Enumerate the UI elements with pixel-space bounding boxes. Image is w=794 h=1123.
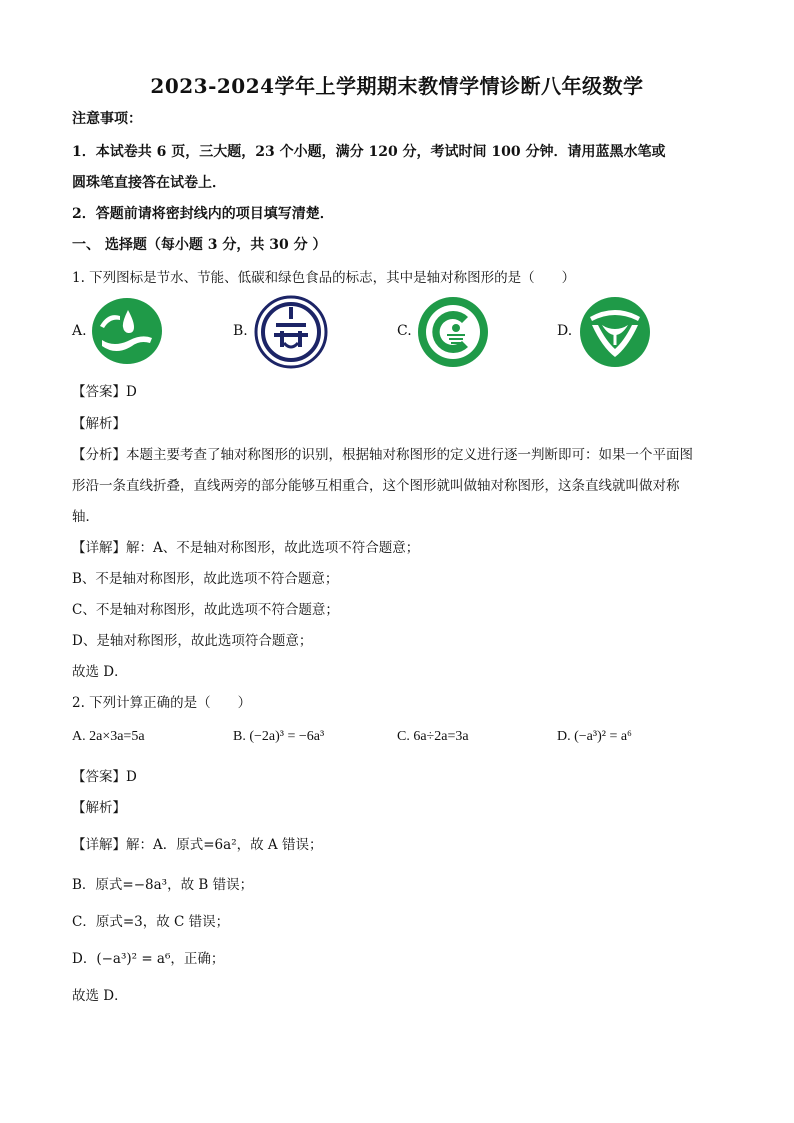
- question-2-conclusion: 故选 D．: [72, 988, 128, 1004]
- question-1-detail-line-2: B、不是轴对称图形，故此选项不符合题意；: [72, 571, 339, 587]
- energy-saving-logo-icon: [254, 295, 328, 369]
- question-2-detail-b: B．原式=−8a³，故 B 错误；: [72, 877, 254, 893]
- question-2-detail-c: C．原式=3，故 C 错误；: [72, 914, 230, 930]
- question-2-detail-d: D．(−a³)² = a⁶，正确；: [72, 951, 225, 967]
- option-a-label: A.: [72, 323, 87, 339]
- option-d-label: D.: [557, 323, 573, 339]
- question-1-analysis-label: 【解析】: [72, 416, 126, 432]
- option-b-label: B.: [233, 323, 248, 339]
- notice-heading: 注意事项：: [72, 111, 142, 127]
- notice-item-1-line-1: 1．本试卷共 6 页，三大题，23 个小题，满分 120 分，考试时间 100 分钟．请用蓝黑水笔或: [72, 144, 666, 160]
- question-2-answer: 【答案】D: [72, 769, 137, 785]
- question-2-analysis-label: 【解析】: [72, 800, 126, 816]
- green-food-logo-icon: [578, 295, 652, 369]
- low-carbon-logo-icon: [416, 295, 490, 369]
- question-1-analysis-line-3: 轴．: [72, 509, 99, 525]
- question-1-conclusion: 故选 D．: [72, 664, 128, 680]
- water-saving-logo-icon: [90, 296, 164, 366]
- question-1-stem: 1. 下列图标是节水、节能、低碳和绿色食品的标志，其中是轴对称图形的是（ ）: [72, 270, 576, 286]
- question-2-option-c: C. 6a÷2a=3a: [397, 729, 469, 744]
- question-1-detail-line-4: D、是轴对称图形，故此选项符合题意；: [72, 633, 313, 649]
- question-2-option-d: D. (−a³)² = a⁶: [557, 729, 632, 744]
- question-1-analysis-line-2: 形沿一条直线折叠，直线两旁的部分能够互相重合，这个图形就叫做轴对称图形，这条直线就叫做对称: [72, 478, 680, 494]
- question-1-answer: 【答案】D: [72, 384, 137, 400]
- section-heading: 一、 选择题（每小题 3 分，共 30 分 ）: [72, 237, 327, 253]
- notice-item-1-line-2: 圆珠笔直接答在试卷上．: [72, 175, 226, 191]
- option-c-label: C.: [397, 323, 412, 339]
- question-2-option-b: B. (−2a)³ = −6a³: [233, 729, 325, 744]
- page-title: 2023-2024学年上学期期末教情学情诊断八年级数学: [150, 74, 644, 98]
- question-2-option-a: A. 2a×3a=5a: [72, 729, 145, 744]
- notice-item-2: 2．答题前请将密封线内的项目填写清楚．: [72, 206, 334, 222]
- question-1-analysis-line-1: 【分析】本题主要考查了轴对称图形的识别，根据轴对称图形的定义进行逐一判断即可：如果一个平面图: [72, 447, 693, 463]
- question-1-detail-line-3: C、不是轴对称图形，故此选项不符合题意；: [72, 602, 339, 618]
- question-1-detail-line-1: 【详解】解：A、不是轴对称图形，故此选项不符合题意；: [72, 540, 420, 556]
- question-2-detail-a: 【详解】解：A．原式=6a²，故 A 错误；: [72, 837, 323, 853]
- question-2-stem: 2. 下列计算正确的是（ ）: [72, 695, 252, 711]
